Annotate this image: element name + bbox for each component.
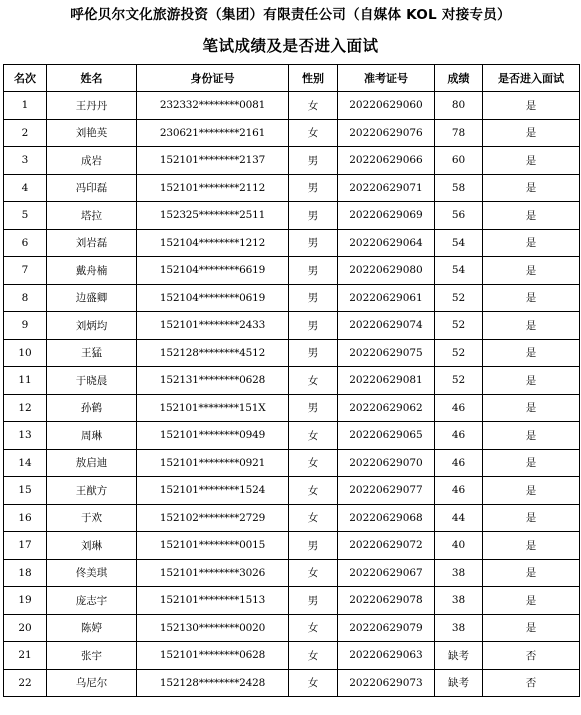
header-id-number: 身份证号 bbox=[137, 65, 289, 92]
cell-id-number: 152101********2112 bbox=[137, 174, 289, 202]
cell-id-number: 152101********1524 bbox=[137, 477, 289, 505]
document-subtitle: 笔试成绩及是否进入面试 bbox=[202, 37, 379, 55]
cell-score: 38 bbox=[435, 587, 483, 615]
table-row bbox=[4, 284, 580, 312]
cell-gender: 女 bbox=[289, 614, 338, 642]
cell-id-number: 152104********0619 bbox=[137, 284, 289, 312]
cell-rank: 5 bbox=[4, 202, 47, 230]
cell-ticket-number: 20220629068 bbox=[338, 504, 435, 532]
cell-rank: 10 bbox=[4, 339, 47, 367]
cell-gender: 女 bbox=[289, 559, 338, 587]
table-row bbox=[4, 532, 580, 560]
cell-name: 孙鹤 bbox=[47, 394, 137, 422]
header-row bbox=[4, 65, 580, 92]
cell-score: 46 bbox=[435, 394, 483, 422]
cell-id-number: 152101********0015 bbox=[137, 532, 289, 560]
cell-score: 38 bbox=[435, 614, 483, 642]
cell-score: 54 bbox=[435, 257, 483, 285]
cell-score: 52 bbox=[435, 312, 483, 340]
cell-rank: 20 bbox=[4, 614, 47, 642]
cell-ticket-number: 20220629064 bbox=[338, 229, 435, 257]
header-gender: 性别 bbox=[289, 65, 338, 92]
cell-interview: 是 bbox=[483, 614, 580, 642]
cell-interview: 是 bbox=[483, 367, 580, 395]
cell-score: 52 bbox=[435, 367, 483, 395]
cell-id-number: 152131********0628 bbox=[137, 367, 289, 395]
cell-rank: 2 bbox=[4, 119, 47, 147]
cell-interview: 是 bbox=[483, 92, 580, 120]
cell-id-number: 152128********4512 bbox=[137, 339, 289, 367]
header-interview: 是否进入面试 bbox=[483, 65, 580, 92]
cell-rank: 3 bbox=[4, 147, 47, 175]
cell-rank: 13 bbox=[4, 422, 47, 450]
cell-gender: 男 bbox=[289, 532, 338, 560]
cell-interview: 是 bbox=[483, 119, 580, 147]
cell-name: 乌尼尔 bbox=[47, 669, 137, 697]
cell-ticket-number: 20220629071 bbox=[338, 174, 435, 202]
cell-gender: 男 bbox=[289, 229, 338, 257]
table-row bbox=[4, 119, 580, 147]
cell-rank: 6 bbox=[4, 229, 47, 257]
cell-ticket-number: 20220629065 bbox=[338, 422, 435, 450]
cell-rank: 18 bbox=[4, 559, 47, 587]
cell-gender: 女 bbox=[289, 422, 338, 450]
table-row bbox=[4, 174, 580, 202]
table-row bbox=[4, 504, 580, 532]
cell-name: 于晓晨 bbox=[47, 367, 137, 395]
cell-score: 缺考 bbox=[435, 669, 483, 697]
cell-id-number: 152101********0628 bbox=[137, 642, 289, 670]
cell-rank: 7 bbox=[4, 257, 47, 285]
table-row bbox=[4, 669, 580, 697]
cell-rank: 16 bbox=[4, 504, 47, 532]
table-row bbox=[4, 587, 580, 615]
cell-score: 58 bbox=[435, 174, 483, 202]
cell-interview: 是 bbox=[483, 257, 580, 285]
cell-gender: 男 bbox=[289, 174, 338, 202]
cell-interview: 是 bbox=[483, 339, 580, 367]
cell-id-number: 152102********2729 bbox=[137, 504, 289, 532]
document-title: 呼伦贝尔文化旅游投资（集团）有限责任公司（自媒体 KOL 对接专员） bbox=[70, 7, 511, 23]
cell-gender: 男 bbox=[289, 587, 338, 615]
table-row bbox=[4, 92, 580, 120]
cell-gender: 女 bbox=[289, 669, 338, 697]
cell-gender: 女 bbox=[289, 367, 338, 395]
cell-ticket-number: 20220629060 bbox=[338, 92, 435, 120]
cell-name: 成岩 bbox=[47, 147, 137, 175]
cell-ticket-number: 20220629075 bbox=[338, 339, 435, 367]
cell-interview: 是 bbox=[483, 559, 580, 587]
cell-name: 戴舟楠 bbox=[47, 257, 137, 285]
cell-score: 38 bbox=[435, 559, 483, 587]
cell-score: 60 bbox=[435, 147, 483, 175]
cell-gender: 男 bbox=[289, 394, 338, 422]
table-row bbox=[4, 477, 580, 505]
cell-gender: 男 bbox=[289, 284, 338, 312]
cell-rank: 9 bbox=[4, 312, 47, 340]
cell-gender: 女 bbox=[289, 477, 338, 505]
cell-name: 刘艳英 bbox=[47, 119, 137, 147]
cell-ticket-number: 20220629066 bbox=[338, 147, 435, 175]
cell-gender: 女 bbox=[289, 92, 338, 120]
cell-interview: 是 bbox=[483, 532, 580, 560]
cell-ticket-number: 20220629062 bbox=[338, 394, 435, 422]
cell-gender: 男 bbox=[289, 312, 338, 340]
cell-id-number: 152101********3026 bbox=[137, 559, 289, 587]
cell-id-number: 232332********0081 bbox=[137, 92, 289, 120]
cell-score: 56 bbox=[435, 202, 483, 230]
cell-id-number: 152104********6619 bbox=[137, 257, 289, 285]
cell-interview: 是 bbox=[483, 422, 580, 450]
cell-id-number: 152101********151X bbox=[137, 394, 289, 422]
cell-name: 王猷方 bbox=[47, 477, 137, 505]
cell-score: 46 bbox=[435, 477, 483, 505]
cell-gender: 女 bbox=[289, 449, 338, 477]
cell-ticket-number: 20220629063 bbox=[338, 642, 435, 670]
cell-ticket-number: 20220629073 bbox=[338, 669, 435, 697]
cell-interview: 是 bbox=[483, 504, 580, 532]
header-name: 姓名 bbox=[47, 65, 137, 92]
cell-rank: 14 bbox=[4, 449, 47, 477]
cell-name: 佟美琪 bbox=[47, 559, 137, 587]
cell-rank: 22 bbox=[4, 669, 47, 697]
cell-interview: 是 bbox=[483, 312, 580, 340]
header-rank: 名次 bbox=[4, 65, 47, 92]
cell-rank: 11 bbox=[4, 367, 47, 395]
table-row bbox=[4, 367, 580, 395]
table-row bbox=[4, 147, 580, 175]
cell-name: 庞志宇 bbox=[47, 587, 137, 615]
cell-name: 敖启迪 bbox=[47, 449, 137, 477]
cell-name: 边盛卿 bbox=[47, 284, 137, 312]
table-row bbox=[4, 559, 580, 587]
cell-rank: 1 bbox=[4, 92, 47, 120]
cell-rank: 15 bbox=[4, 477, 47, 505]
cell-id-number: 152101********0949 bbox=[137, 422, 289, 450]
header-ticket-number: 准考证号 bbox=[338, 65, 435, 92]
table-row bbox=[4, 449, 580, 477]
cell-name: 刘岩磊 bbox=[47, 229, 137, 257]
cell-interview: 是 bbox=[483, 147, 580, 175]
cell-ticket-number: 20220629072 bbox=[338, 532, 435, 560]
cell-interview: 是 bbox=[483, 202, 580, 230]
cell-interview: 是 bbox=[483, 477, 580, 505]
header-score: 成绩 bbox=[435, 65, 483, 92]
cell-score: 44 bbox=[435, 504, 483, 532]
cell-interview: 是 bbox=[483, 449, 580, 477]
cell-id-number: 152101********2137 bbox=[137, 147, 289, 175]
table-row bbox=[4, 394, 580, 422]
cell-gender: 男 bbox=[289, 147, 338, 175]
table-row bbox=[4, 229, 580, 257]
cell-ticket-number: 20220629061 bbox=[338, 284, 435, 312]
cell-rank: 17 bbox=[4, 532, 47, 560]
cell-gender: 女 bbox=[289, 119, 338, 147]
cell-rank: 19 bbox=[4, 587, 47, 615]
cell-name: 刘琳 bbox=[47, 532, 137, 560]
cell-score: 54 bbox=[435, 229, 483, 257]
table-row bbox=[4, 339, 580, 367]
table-header bbox=[4, 65, 580, 92]
cell-rank: 4 bbox=[4, 174, 47, 202]
cell-score: 52 bbox=[435, 284, 483, 312]
table-row bbox=[4, 422, 580, 450]
table-body bbox=[4, 92, 580, 697]
cell-name: 王猛 bbox=[47, 339, 137, 367]
cell-id-number: 152101********1513 bbox=[137, 587, 289, 615]
cell-interview: 是 bbox=[483, 587, 580, 615]
results-table bbox=[3, 64, 580, 697]
cell-name: 塔拉 bbox=[47, 202, 137, 230]
cell-rank: 8 bbox=[4, 284, 47, 312]
cell-score: 80 bbox=[435, 92, 483, 120]
cell-gender: 男 bbox=[289, 339, 338, 367]
cell-ticket-number: 20220629070 bbox=[338, 449, 435, 477]
cell-id-number: 230621********2161 bbox=[137, 119, 289, 147]
cell-score: 78 bbox=[435, 119, 483, 147]
cell-ticket-number: 20220629069 bbox=[338, 202, 435, 230]
table-row bbox=[4, 202, 580, 230]
cell-score: 46 bbox=[435, 422, 483, 450]
cell-interview: 否 bbox=[483, 669, 580, 697]
table-row bbox=[4, 642, 580, 670]
cell-score: 40 bbox=[435, 532, 483, 560]
cell-ticket-number: 20220629076 bbox=[338, 119, 435, 147]
cell-ticket-number: 20220629079 bbox=[338, 614, 435, 642]
cell-name: 张宇 bbox=[47, 642, 137, 670]
cell-name: 王丹丹 bbox=[47, 92, 137, 120]
cell-interview: 是 bbox=[483, 229, 580, 257]
table-row bbox=[4, 257, 580, 285]
cell-ticket-number: 20220629077 bbox=[338, 477, 435, 505]
cell-interview: 是 bbox=[483, 174, 580, 202]
cell-name: 于欢 bbox=[47, 504, 137, 532]
table-row bbox=[4, 614, 580, 642]
cell-ticket-number: 20220629078 bbox=[338, 587, 435, 615]
cell-rank: 21 bbox=[4, 642, 47, 670]
cell-id-number: 152101********2433 bbox=[137, 312, 289, 340]
cell-interview: 是 bbox=[483, 394, 580, 422]
cell-id-number: 152130********0020 bbox=[137, 614, 289, 642]
cell-id-number: 152325********2511 bbox=[137, 202, 289, 230]
cell-name: 周琳 bbox=[47, 422, 137, 450]
cell-interview: 否 bbox=[483, 642, 580, 670]
cell-name: 陈婷 bbox=[47, 614, 137, 642]
cell-rank: 12 bbox=[4, 394, 47, 422]
cell-gender: 男 bbox=[289, 257, 338, 285]
cell-gender: 女 bbox=[289, 642, 338, 670]
cell-score: 52 bbox=[435, 339, 483, 367]
cell-ticket-number: 20220629080 bbox=[338, 257, 435, 285]
cell-score: 46 bbox=[435, 449, 483, 477]
cell-ticket-number: 20220629067 bbox=[338, 559, 435, 587]
table-row bbox=[4, 312, 580, 340]
cell-name: 冯印磊 bbox=[47, 174, 137, 202]
cell-ticket-number: 20220629074 bbox=[338, 312, 435, 340]
cell-gender: 女 bbox=[289, 504, 338, 532]
cell-id-number: 152101********0921 bbox=[137, 449, 289, 477]
cell-gender: 男 bbox=[289, 202, 338, 230]
cell-ticket-number: 20220629081 bbox=[338, 367, 435, 395]
cell-interview: 是 bbox=[483, 284, 580, 312]
cell-id-number: 152104********1212 bbox=[137, 229, 289, 257]
cell-id-number: 152128********2428 bbox=[137, 669, 289, 697]
cell-score: 缺考 bbox=[435, 642, 483, 670]
cell-name: 刘炳均 bbox=[47, 312, 137, 340]
